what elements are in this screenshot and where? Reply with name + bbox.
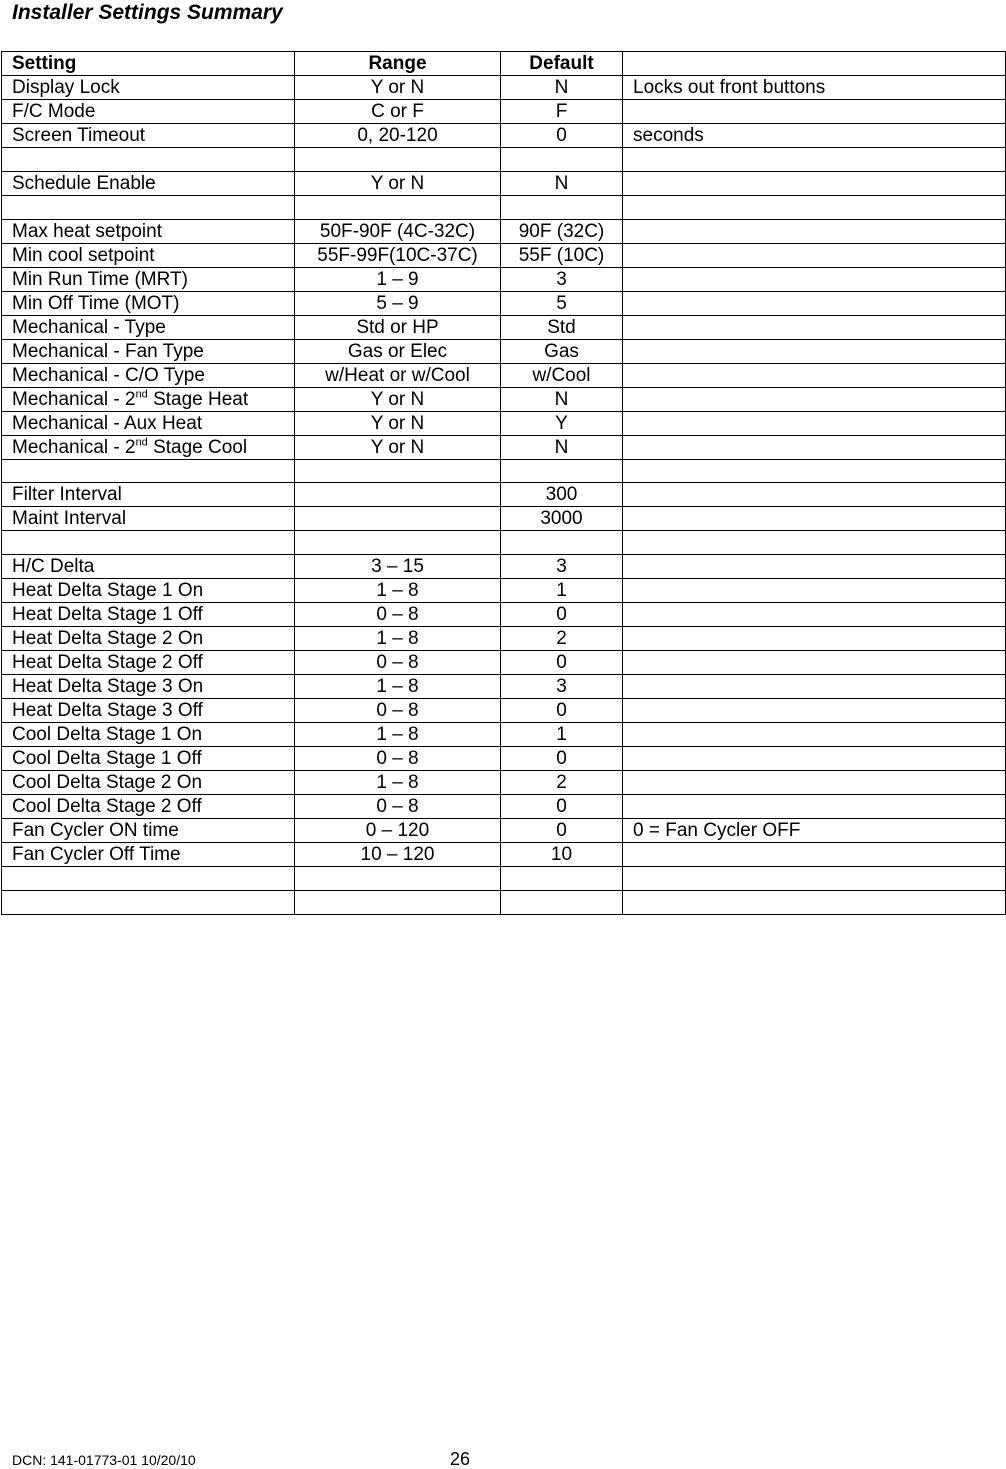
cell-setting <box>2 148 295 172</box>
cell-note <box>623 363 1006 387</box>
cell-range: 10 – 120 <box>295 843 501 867</box>
cell-range <box>295 483 501 507</box>
cell-default <box>501 867 623 891</box>
cell-default: N <box>501 76 623 100</box>
cell-note <box>623 627 1006 651</box>
cell-note <box>623 195 1006 219</box>
cell-default: 1 <box>501 723 623 747</box>
setting-label: Heat Delta Stage 2 On <box>12 628 204 649</box>
cell-range: Y or N <box>295 171 501 195</box>
page-title: Installer Settings Summary <box>12 1 283 24</box>
cell-default: 3 <box>501 675 623 699</box>
cell-setting <box>2 483 295 507</box>
cell-setting <box>2 459 295 483</box>
table-row <box>2 890 1006 914</box>
table-row <box>2 459 1006 483</box>
setting-label-suffix: Stage Heat <box>147 388 249 410</box>
table-row <box>2 555 1006 579</box>
cell-note <box>623 555 1006 579</box>
cell-range: 1 – 8 <box>295 579 501 603</box>
cell-note: 0 = Fan Cycler OFF <box>623 819 1006 843</box>
cell-range <box>295 890 501 914</box>
cell-default: w/Cool <box>501 363 623 387</box>
cell-default: 55F (10C) <box>501 243 623 267</box>
cell-setting <box>2 363 295 387</box>
cell-note <box>623 675 1006 699</box>
cell-range <box>295 507 501 531</box>
cell-default: F <box>501 100 623 124</box>
column-header-note <box>623 52 1006 76</box>
setting-label: Mechanical - Aux Heat <box>12 412 203 434</box>
cell-default: 0 <box>501 795 623 819</box>
cell-setting <box>2 219 295 243</box>
cell-default: Std <box>501 315 623 339</box>
cell-setting <box>2 76 295 100</box>
cell-range: Y or N <box>295 387 501 411</box>
setting-label: Mechanical - 2 <box>12 388 136 410</box>
cell-note <box>623 435 1006 459</box>
cell-setting <box>2 243 295 267</box>
table-row <box>2 339 1006 363</box>
cell-setting <box>2 435 295 459</box>
setting-label: Heat Delta Stage 3 Off <box>12 700 203 721</box>
setting-label: Fan Cycler ON time <box>12 820 179 841</box>
setting-label: Min Run Time (MRT) <box>12 268 188 290</box>
cell-default: 0 <box>501 651 623 675</box>
cell-note <box>623 411 1006 435</box>
table-row <box>2 76 1006 100</box>
cell-note <box>623 148 1006 172</box>
cell-note <box>623 219 1006 243</box>
cell-range: w/Heat or w/Cool <box>295 363 501 387</box>
cell-default <box>501 531 623 555</box>
table-row <box>2 219 1006 243</box>
setting-label: Max heat setpoint <box>12 220 162 242</box>
cell-setting <box>2 171 295 195</box>
cell-setting <box>2 843 295 867</box>
cell-note <box>623 771 1006 795</box>
cell-range: 0, 20-120 <box>295 124 501 148</box>
setting-label-suffix: Stage Cool <box>147 436 248 458</box>
setting-label: Fan Cycler Off Time <box>12 844 181 865</box>
cell-setting <box>2 267 295 291</box>
setting-label: Screen Timeout <box>12 125 146 146</box>
cell-setting <box>2 627 295 651</box>
cell-setting <box>2 579 295 603</box>
cell-default <box>501 148 623 172</box>
cell-note <box>623 867 1006 891</box>
cell-setting <box>2 339 295 363</box>
setting-label: Cool Delta Stage 1 Off <box>12 748 202 769</box>
cell-default: 2 <box>501 771 623 795</box>
table-row <box>2 771 1006 795</box>
cell-note <box>623 579 1006 603</box>
footer-dcn: DCN: 141-01773-01 10/20/10 <box>12 1452 196 1468</box>
table-row <box>2 531 1006 555</box>
cell-range: 55F-99F(10C-37C) <box>295 243 501 267</box>
cell-setting <box>2 699 295 723</box>
cell-note <box>623 699 1006 723</box>
cell-setting <box>2 100 295 124</box>
cell-range: 0 – 8 <box>295 699 501 723</box>
cell-range <box>295 459 501 483</box>
cell-note <box>623 795 1006 819</box>
cell-note <box>623 483 1006 507</box>
setting-label: Cool Delta Stage 1 On <box>12 724 203 745</box>
cell-note <box>623 171 1006 195</box>
setting-label: Display Lock <box>12 77 120 98</box>
table-row <box>2 507 1006 531</box>
table-header-row <box>2 52 1006 76</box>
table-row <box>2 747 1006 771</box>
cell-range: Std or HP <box>295 315 501 339</box>
cell-setting <box>2 291 295 315</box>
cell-default: 0 <box>501 603 623 627</box>
cell-range: Y or N <box>295 411 501 435</box>
table-row <box>2 867 1006 891</box>
cell-setting <box>2 315 295 339</box>
cell-note <box>623 531 1006 555</box>
column-header-setting: Setting <box>2 52 295 76</box>
setting-label: Mechanical - Fan Type <box>12 340 204 362</box>
setting-label: Cool Delta Stage 2 Off <box>12 796 202 817</box>
cell-default: 1 <box>501 579 623 603</box>
cell-note <box>623 890 1006 914</box>
cell-note <box>623 243 1006 267</box>
table-row <box>2 124 1006 148</box>
table-row <box>2 819 1006 843</box>
cell-setting <box>2 531 295 555</box>
cell-range <box>295 195 501 219</box>
cell-range <box>295 148 501 172</box>
table-row <box>2 291 1006 315</box>
setting-label: Min cool setpoint <box>12 244 155 266</box>
cell-range <box>295 867 501 891</box>
cell-range: 3 – 15 <box>295 555 501 579</box>
cell-default: 5 <box>501 291 623 315</box>
table-row <box>2 483 1006 507</box>
table-row <box>2 363 1006 387</box>
cell-range: C or F <box>295 100 501 124</box>
cell-default: N <box>501 387 623 411</box>
setting-label: Maint Interval <box>12 508 127 530</box>
cell-default: 3 <box>501 555 623 579</box>
cell-default: 0 <box>501 124 623 148</box>
cell-setting <box>2 819 295 843</box>
cell-range: 1 – 8 <box>295 675 501 699</box>
cell-range: Y or N <box>295 76 501 100</box>
cell-default <box>501 195 623 219</box>
cell-default: 2 <box>501 627 623 651</box>
cell-setting <box>2 195 295 219</box>
cell-default: N <box>501 435 623 459</box>
cell-note <box>623 459 1006 483</box>
table-row <box>2 243 1006 267</box>
page-number: 26 <box>450 1449 471 1469</box>
cell-default: 3 <box>501 267 623 291</box>
table-row <box>2 411 1006 435</box>
setting-label: Cool Delta Stage 2 On <box>12 772 203 793</box>
table-row <box>2 195 1006 219</box>
cell-setting <box>2 124 295 148</box>
cell-setting <box>2 387 295 411</box>
setting-label: H/C Delta <box>12 556 95 577</box>
table-row <box>2 651 1006 675</box>
cell-setting <box>2 867 295 891</box>
table-row <box>2 315 1006 339</box>
cell-setting <box>2 795 295 819</box>
cell-setting <box>2 651 295 675</box>
table-row <box>2 148 1006 172</box>
cell-setting <box>2 890 295 914</box>
cell-note <box>623 100 1006 124</box>
cell-range: Gas or Elec <box>295 339 501 363</box>
cell-default: Gas <box>501 339 623 363</box>
cell-range <box>295 531 501 555</box>
cell-note <box>623 603 1006 627</box>
cell-note <box>623 723 1006 747</box>
cell-note <box>623 267 1006 291</box>
table-row <box>2 603 1006 627</box>
cell-setting <box>2 603 295 627</box>
cell-default: 3000 <box>501 507 623 531</box>
setting-label: Heat Delta Stage 3 On <box>12 676 204 697</box>
cell-setting <box>2 411 295 435</box>
cell-default: 0 <box>501 747 623 771</box>
cell-range: 1 – 9 <box>295 267 501 291</box>
cell-default: 0 <box>501 819 623 843</box>
installer-settings-table <box>1 51 1006 915</box>
setting-label: Mechanical - Type <box>12 316 166 338</box>
setting-label: Filter Interval <box>12 484 122 506</box>
cell-note <box>623 507 1006 531</box>
setting-label: Mechanical - 2 <box>12 436 136 458</box>
table-row <box>2 795 1006 819</box>
cell-default <box>501 459 623 483</box>
column-header-default: Default <box>501 52 623 76</box>
table-row <box>2 675 1006 699</box>
cell-note <box>623 291 1006 315</box>
table-row <box>2 267 1006 291</box>
cell-note <box>623 843 1006 867</box>
table-row <box>2 387 1006 411</box>
cell-note <box>623 651 1006 675</box>
cell-default: 300 <box>501 483 623 507</box>
cell-range: 1 – 8 <box>295 723 501 747</box>
setting-label: Mechanical - C/O Type <box>12 364 205 386</box>
cell-setting <box>2 747 295 771</box>
setting-label: Min Off Time (MOT) <box>12 292 180 314</box>
cell-note: Locks out front buttons <box>623 76 1006 100</box>
cell-default: 10 <box>501 843 623 867</box>
cell-range: 0 – 8 <box>295 603 501 627</box>
cell-note <box>623 339 1006 363</box>
table-row <box>2 435 1006 459</box>
cell-note <box>623 747 1006 771</box>
cell-setting <box>2 771 295 795</box>
table-body <box>2 76 1006 915</box>
table-row <box>2 843 1006 867</box>
setting-ordinal-suffix: nd <box>135 436 148 449</box>
setting-label: Heat Delta Stage 2 Off <box>12 652 203 673</box>
table-row <box>2 171 1006 195</box>
cell-range: 1 – 8 <box>295 627 501 651</box>
setting-ordinal-suffix: nd <box>135 388 148 401</box>
setting-label: F/C Mode <box>12 101 96 122</box>
cell-range: 0 – 8 <box>295 651 501 675</box>
setting-label: Heat Delta Stage 1 Off <box>12 604 203 625</box>
cell-setting <box>2 723 295 747</box>
cell-range: 1 – 8 <box>295 771 501 795</box>
cell-setting <box>2 675 295 699</box>
cell-range: 0 – 8 <box>295 747 501 771</box>
table-row <box>2 699 1006 723</box>
table-row <box>2 723 1006 747</box>
cell-default: 0 <box>501 699 623 723</box>
cell-range: Y or N <box>295 435 501 459</box>
cell-range: 0 – 8 <box>295 795 501 819</box>
setting-label: Heat Delta Stage 1 On <box>12 580 204 601</box>
cell-default: 90F (32C) <box>501 219 623 243</box>
cell-default <box>501 890 623 914</box>
table-row <box>2 579 1006 603</box>
cell-note <box>623 387 1006 411</box>
cell-setting <box>2 555 295 579</box>
cell-note: seconds <box>623 124 1006 148</box>
setting-label: Schedule Enable <box>12 172 156 194</box>
cell-default: Y <box>501 411 623 435</box>
cell-range: 0 – 120 <box>295 819 501 843</box>
cell-range: 50F-90F (4C-32C) <box>295 219 501 243</box>
table-row <box>2 627 1006 651</box>
cell-range: 5 – 9 <box>295 291 501 315</box>
cell-note <box>623 315 1006 339</box>
column-header-range: Range <box>295 52 501 76</box>
cell-setting <box>2 507 295 531</box>
table-row <box>2 100 1006 124</box>
cell-default: N <box>501 171 623 195</box>
